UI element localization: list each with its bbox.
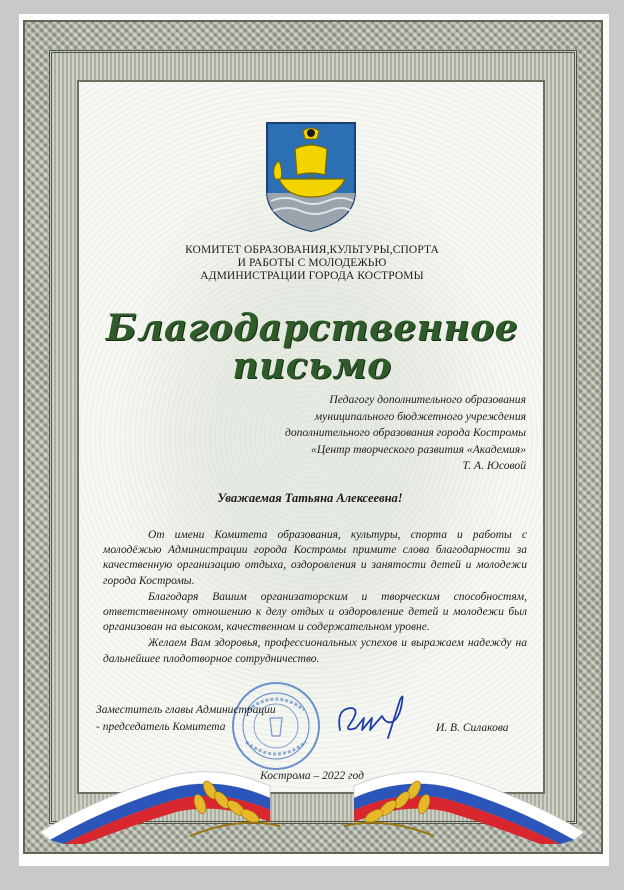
signer-position <box>96 702 276 735</box>
signer-position-line: Заместитель главы Администрации <box>96 704 276 716</box>
addressee-line: «Центр творческого развития «Академия» <box>311 442 526 456</box>
addressee-line: Педагогу дополнительного образования <box>329 393 526 406</box>
signer-position-line: - председатель Комитета <box>96 720 226 733</box>
ribbon-icon <box>40 746 584 844</box>
letter-body <box>103 528 527 668</box>
body-paragraph: От имени Комитета образования, культуры, спорта и работы с молодёжью Администрации города Костромы примите слова благодарности за качественную организацию отдыха, оздоровления и занятости детей и молодежи города Костромы. <box>103 529 527 587</box>
organization-line: И РАБОТЫ С МОЛОДЕЖЬЮ <box>237 257 387 269</box>
greeting: Уважаемая Татьяна Алексеевна! <box>217 491 403 505</box>
addressee-line: муниципального бюджетного учреждения <box>314 409 526 423</box>
signer-name: И. В. Силакова <box>436 722 509 734</box>
organization-line: АДМИНИСТРАЦИИ ГОРОДА КОСТРОМЫ <box>200 270 424 282</box>
body-paragraph: Благодаря Вашим организаторским и творческим способностям, ответственному отношению к делу отдых и оздоровление детей и молодежи был организован на высоком, качественном и содержательном уровне. <box>103 590 527 634</box>
organization-name <box>120 244 504 283</box>
crest-icon <box>265 121 357 233</box>
document-title-line2: письмо <box>232 345 392 387</box>
addressee-line: дополнительного образования города Костромы <box>284 426 526 439</box>
place-and-year: Кострома – 2022 год <box>260 770 364 782</box>
organization-line: КОМИТЕТ ОБРАЗОВАНИЯ,КУЛЬТУРЫ,СПОРТА <box>185 244 439 256</box>
signature-icon <box>330 688 420 748</box>
document-title-line1: Благодарственное <box>105 307 519 349</box>
addressee-block <box>285 392 526 475</box>
addressee-name: Т. А. Юсовой <box>462 459 526 472</box>
body-paragraph: Желаем Вам здоровья, профессиональных успехов и выражаем надежду на дальнейшее плодотворное сотрудничество. <box>103 637 527 665</box>
